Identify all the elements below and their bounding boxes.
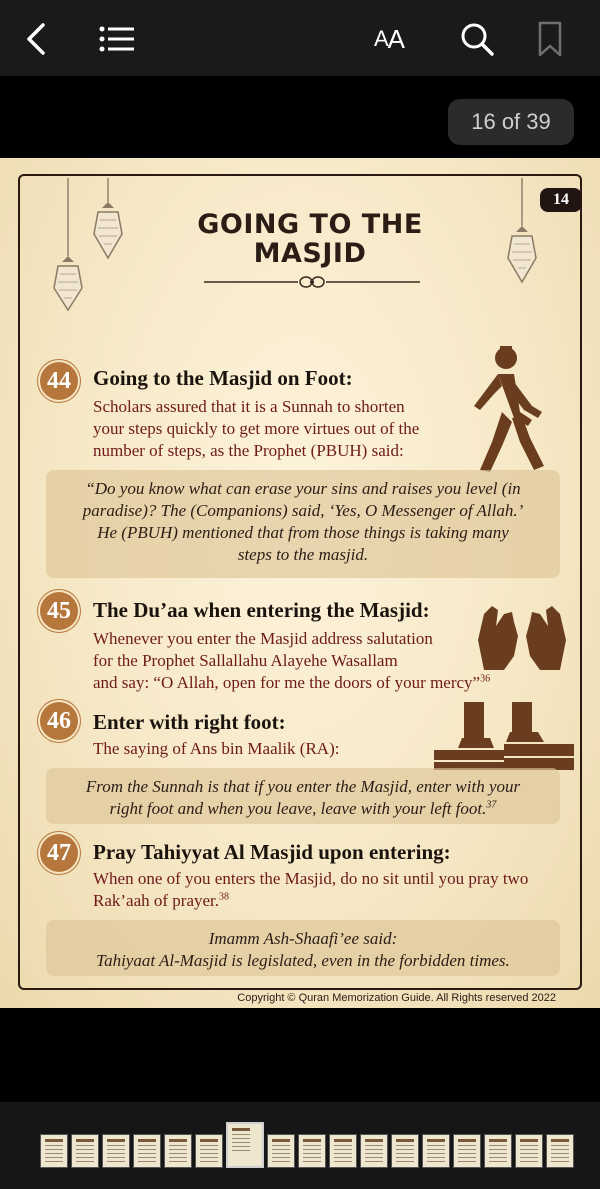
section-title: The Du’aa when entering the Masjid: bbox=[93, 598, 430, 622]
page-thumbnail[interactable] bbox=[164, 1134, 192, 1168]
body-line: for the Prophet Sallallahu Alayehe Wasallam bbox=[93, 651, 398, 670]
section-body bbox=[93, 738, 339, 760]
page-thumbnail[interactable] bbox=[515, 1134, 543, 1168]
body-line: Whenever you enter the Masjid address salutation bbox=[93, 629, 433, 648]
quote-line: From the Sunnah is that if you enter the Masjid, enter with your bbox=[85, 777, 521, 796]
page-thumbnail-strip bbox=[0, 1102, 600, 1189]
footnote-ref: 37 bbox=[486, 799, 497, 811]
page-thumbnail[interactable] bbox=[102, 1134, 130, 1168]
search-button[interactable] bbox=[454, 16, 500, 62]
body-line: Scholars assured that it is a Sunnah to shorten bbox=[93, 397, 405, 416]
page-thumbnail[interactable] bbox=[40, 1134, 68, 1168]
page-thumbnail[interactable] bbox=[391, 1134, 419, 1168]
lantern-icon bbox=[48, 178, 88, 318]
section-body bbox=[93, 396, 419, 462]
quote-line: “Do you know what can erase your sins and raises you level (in bbox=[85, 479, 521, 498]
body-line: When one of you enters the Masjid, do no sit until you pray two bbox=[93, 869, 529, 888]
chevron-left-icon bbox=[23, 22, 49, 56]
page-thumbnail[interactable] bbox=[133, 1134, 161, 1168]
section-number-badge: 47 bbox=[40, 834, 78, 872]
copyright-text: Copyright © Quran Memorization Guide. All Rights reserved 2022 bbox=[237, 992, 556, 1004]
page-thumbnail[interactable] bbox=[546, 1134, 574, 1168]
page-indicator: 16 of 39 bbox=[448, 99, 574, 145]
ornament-divider-icon bbox=[204, 272, 420, 292]
footnote-ref: 38 bbox=[219, 891, 230, 903]
page-title bbox=[150, 210, 470, 268]
body-line: and say: “O Allah, open for me the doors of your mercy” bbox=[93, 673, 481, 692]
page-thumbnail[interactable] bbox=[453, 1134, 481, 1168]
quote-line: Tahiyaat Al-Masjid is legislated, even in the forbidden times. bbox=[96, 951, 510, 970]
footnote-ref: 36 bbox=[480, 673, 491, 685]
back-button[interactable] bbox=[14, 16, 58, 62]
page-thumbnail[interactable] bbox=[71, 1134, 99, 1168]
hadith-quote-box bbox=[46, 768, 560, 824]
body-line: your steps quickly to get more virtues out of the bbox=[93, 419, 420, 438]
search-icon bbox=[459, 21, 495, 57]
page-thumbnail-active[interactable] bbox=[226, 1122, 264, 1168]
section-title: Enter with right foot: bbox=[93, 710, 286, 734]
section-number-badge: 45 bbox=[40, 592, 78, 630]
quote-line: He (PBUH) mentioned that from those things is taking many bbox=[97, 523, 509, 542]
bookmark-button[interactable] bbox=[530, 16, 570, 62]
page-title-line: GOING TO THE bbox=[197, 209, 423, 240]
thumbnail-list bbox=[40, 1128, 574, 1168]
quote-line: right foot and when you leave, leave with your left foot. bbox=[109, 799, 487, 818]
section-body bbox=[93, 868, 528, 912]
section-body bbox=[93, 628, 490, 694]
font-label-large: A bbox=[387, 23, 405, 54]
top-toolbar bbox=[0, 0, 600, 76]
praying-hands-icon bbox=[474, 600, 570, 672]
section-title: Pray Tahiyyat Al Masjid upon entering: bbox=[93, 840, 451, 864]
walking-person-icon bbox=[462, 342, 548, 474]
body-line: The saying of Ans bin Maalik (RA): bbox=[93, 739, 340, 758]
page-thumbnail[interactable] bbox=[329, 1134, 357, 1168]
body-line: number of steps, as the Prophet (PBUH) said: bbox=[93, 441, 404, 460]
quote-line: Imamm Ash-Shaafi’ee said: bbox=[208, 929, 398, 948]
page-thumbnail[interactable] bbox=[360, 1134, 388, 1168]
font-size-button[interactable] bbox=[364, 16, 414, 62]
scholar-quote-box bbox=[46, 920, 560, 976]
lantern-icon bbox=[88, 178, 128, 288]
hadith-quote-box bbox=[46, 470, 560, 578]
page-title-line: MASJID bbox=[253, 238, 367, 269]
section-title: Going to the Masjid on Foot: bbox=[93, 366, 353, 390]
page-thumbnail[interactable] bbox=[484, 1134, 512, 1168]
quote-line: steps to the masjid. bbox=[237, 545, 369, 564]
bookmark-icon bbox=[537, 21, 563, 57]
section-number-badge: 46 bbox=[40, 702, 78, 740]
page-thumbnail[interactable] bbox=[267, 1134, 295, 1168]
page-thumbnail[interactable] bbox=[422, 1134, 450, 1168]
feet-on-steps-icon bbox=[434, 698, 574, 772]
page-thumbnail[interactable] bbox=[298, 1134, 326, 1168]
font-label-small: A bbox=[373, 26, 388, 51]
body-line: Rak’aah of prayer. bbox=[93, 891, 220, 910]
lantern-icon bbox=[502, 178, 542, 288]
list-icon bbox=[99, 26, 135, 52]
table-of-contents-button[interactable] bbox=[96, 16, 138, 62]
quote-line: paradise)? The (Companions) said, ‘Yes, O Messenger of Allah.’ bbox=[82, 501, 524, 520]
section-number-badge: 44 bbox=[40, 362, 78, 400]
page-thumbnail[interactable] bbox=[195, 1134, 223, 1168]
page-number-badge: 14 bbox=[540, 188, 582, 212]
